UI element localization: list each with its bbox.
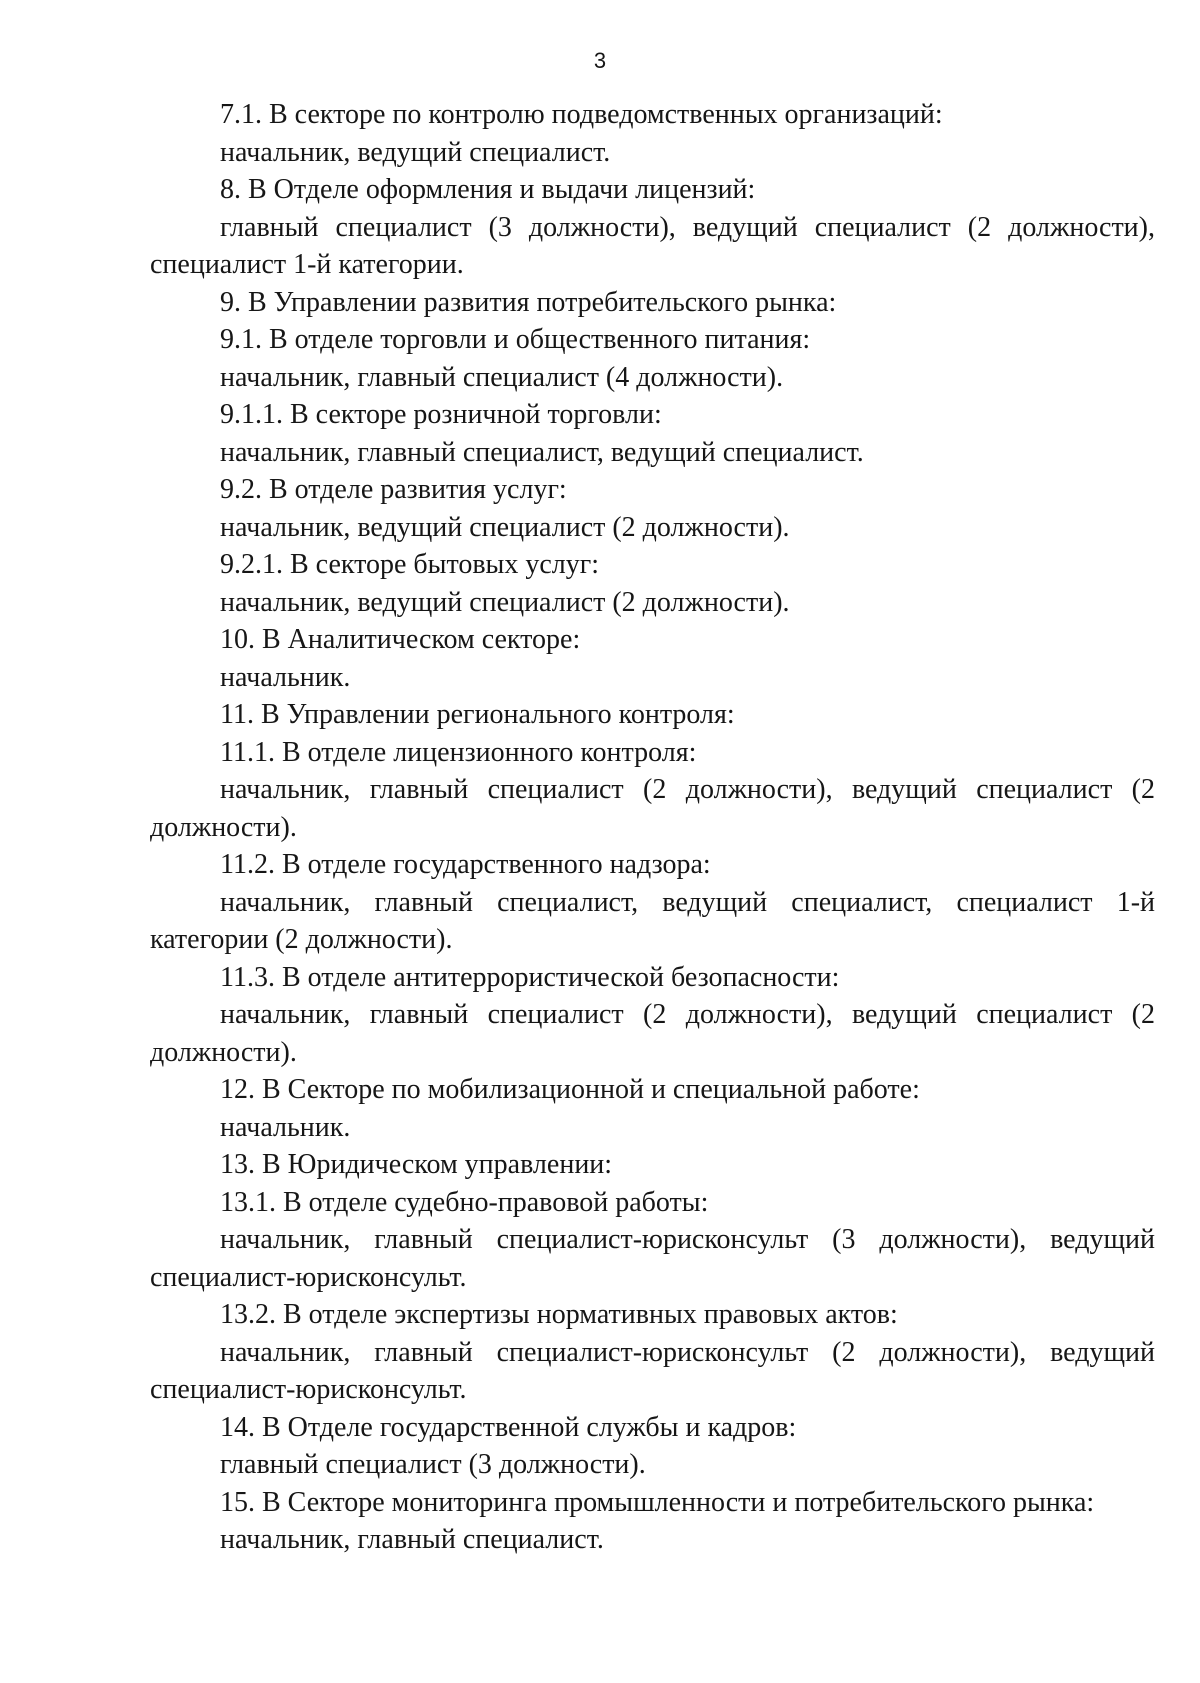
paragraph-15-heading: 15. В Секторе мониторинга промышленности и потребительского рынка: (220, 1486, 1095, 1518)
paragraph-9-1-1-heading: 9.1.1. В секторе розничной торговли: (220, 399, 662, 430)
paragraph-11-1-positions: начальник, главный специалист (2 должности), ведущий специалист (2 должности). (150, 774, 1155, 843)
paragraph-14-positions: главный специалист (3 должности). (220, 1449, 646, 1480)
paragraph-11-heading: 11. В Управлении регионального контроля: (220, 699, 735, 730)
paragraph-7-1-heading: 7.1. В секторе по контролю подведомственных организаций: (220, 99, 943, 130)
paragraph-13-2-positions: начальник, главный специалист-юрисконсульт (2 должности), ведущий специалист-юрисконсульт. (150, 1336, 1155, 1405)
paragraph-10-positions: начальник. (220, 661, 351, 693)
paragraph-9-2-1-positions: начальник, ведущий специалист (2 должности). (220, 586, 790, 618)
paragraph-11-2-heading: 11.2. В отделе государственного надзора: (220, 849, 711, 880)
paragraph-12-heading: 12. В Секторе по мобилизационной и специальной работе: (220, 1074, 920, 1105)
paragraph-12-positions: начальник. (220, 1111, 351, 1143)
paragraph-11-1-heading: 11.1. В отделе лицензионного контроля: (220, 736, 697, 768)
paragraph-11-2-positions: начальник, главный специалист, ведущий специалист, специалист 1-й категории (2 должности). (150, 886, 1155, 955)
paragraph-13-2-heading: 13.2. В отделе экспертизы нормативных правовых актов: (220, 1299, 898, 1330)
paragraph-9-2-positions: начальник, ведущий специалист (2 должности). (220, 511, 790, 543)
paragraph-10-heading: 10. В Аналитическом секторе: (220, 624, 581, 655)
paragraph-13-1-heading: 13.1. В отделе судебно-правовой работы: (220, 1186, 709, 1218)
paragraph-9-1-positions: начальник, главный специалист (4 должности). (220, 361, 784, 393)
paragraph-9-1-heading: 9.1. В отделе торговли и общественного питания: (220, 324, 811, 355)
paragraph-9-heading: 9. В Управлении развития потребительского рынка: (220, 286, 837, 318)
paragraph-7-1-positions: начальник, ведущий специалист. (220, 136, 611, 168)
paragraph-8-heading: 8. В Отделе оформления и выдачи лицензий: (220, 174, 756, 205)
paragraph-13-1-positions: начальник, главный специалист-юрисконсульт (3 должности), ведущий специалист-юрисконсульт. (150, 1224, 1155, 1293)
paragraph-9-1-1-positions: начальник, главный специалист, ведущий специалист. (220, 436, 864, 468)
paragraph-15-positions: начальник, главный специалист. (220, 1524, 604, 1555)
paragraph-9-2-heading: 9.2. В отделе развития услуг: (220, 474, 567, 505)
paragraph-11-3-positions: начальник, главный специалист (2 должности), ведущий специалист (2 должности). (150, 999, 1155, 1068)
page-number: 3 (593, 48, 607, 73)
paragraph-8-positions: главный специалист (3 должности), ведущий специалист (2 должности), специалист 1-й категории. (150, 211, 1155, 280)
paragraph-11-3-heading: 11.3. В отделе антитеррористической безопасности: (220, 961, 840, 993)
document-body (150, 96, 1155, 1559)
paragraph-14-heading: 14. В Отделе государственной службы и кадров: (220, 1411, 797, 1443)
paragraph-13-heading: 13. В Юридическом управлении: (220, 1149, 613, 1180)
paragraph-9-2-1-heading: 9.2.1. В секторе бытовых услуг: (220, 549, 600, 580)
